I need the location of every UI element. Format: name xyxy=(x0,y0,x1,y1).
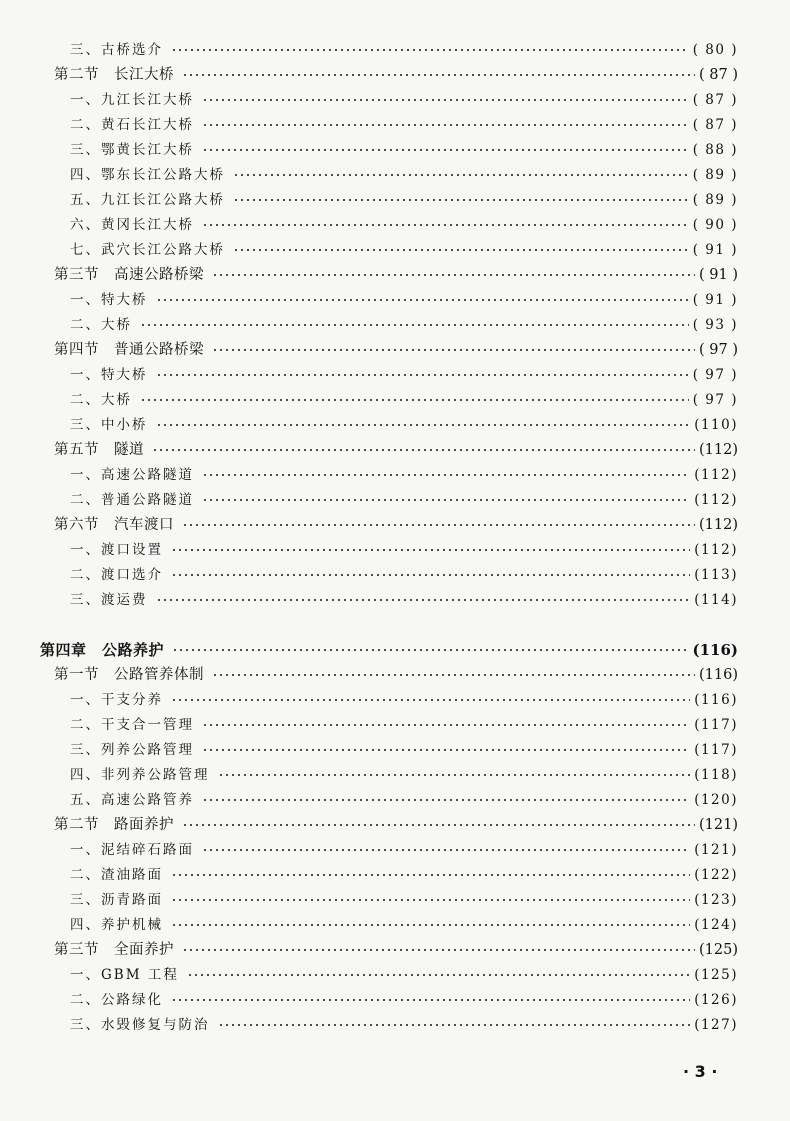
toc-entry-title: 四、鄂东长江公路大桥 xyxy=(70,167,225,183)
dot-leader xyxy=(171,699,690,701)
toc-entry-section xyxy=(54,814,738,836)
toc-entry-section xyxy=(54,514,738,536)
dot-leader xyxy=(202,799,690,801)
toc-entry-page: (118) xyxy=(694,767,738,783)
dot-leader xyxy=(233,174,689,176)
toc-entry-title: 一、干支分养 xyxy=(70,692,163,708)
toc-entry-item xyxy=(70,689,738,711)
toc-entry-item xyxy=(70,139,738,161)
dot-leader xyxy=(218,774,691,776)
toc-entry-title: 第二节 路面养护 xyxy=(54,817,174,833)
toc-entry-item xyxy=(70,914,738,936)
toc-entry-title: 第三节 高速公路桥梁 xyxy=(54,267,204,283)
toc-entry-title: 二、渡口选介 xyxy=(70,567,163,583)
toc-entry-item xyxy=(70,864,738,886)
toc-entry-page: ( 89 ) xyxy=(692,192,738,208)
dot-leader xyxy=(202,124,689,126)
toc-entry-item xyxy=(70,389,738,411)
dot-leader xyxy=(202,849,690,851)
toc-entry-page: ( 88 ) xyxy=(692,142,738,158)
toc-entry-page: (116) xyxy=(699,667,738,683)
toc-entry-page: (122) xyxy=(694,867,738,883)
toc-entry-title: 一、渡口设置 xyxy=(70,542,163,558)
toc-entry-page: ( 91 ) xyxy=(692,242,738,258)
toc-entry-item xyxy=(70,964,738,986)
toc-entry-title: 二、大桥 xyxy=(70,392,132,408)
toc-entry-page: (117) xyxy=(694,717,738,733)
dot-leader xyxy=(171,874,690,876)
toc-entry-title: 二、黄石长江大桥 xyxy=(70,117,194,133)
toc-entry-page: ( 91 ) xyxy=(692,292,738,308)
toc-entry-item xyxy=(70,789,738,811)
toc-entry-item xyxy=(70,214,738,236)
toc-entry-page: (124) xyxy=(694,917,738,933)
toc-entry-item xyxy=(70,289,738,311)
dot-leader xyxy=(171,549,690,551)
toc-entry-item xyxy=(70,189,738,211)
toc-entry-item xyxy=(70,564,738,586)
toc-entry-item xyxy=(70,1014,738,1036)
toc-entry-page: (123) xyxy=(694,892,738,908)
dot-leader xyxy=(171,899,690,901)
toc-entry-title: 六、黄冈长江大桥 xyxy=(70,217,194,233)
toc-entry-page: (127) xyxy=(694,1017,738,1033)
toc-entry-title: 一、泥结碎石路面 xyxy=(70,842,194,858)
toc-entry-item xyxy=(70,739,738,761)
toc-entry-page: ( 89 ) xyxy=(692,167,738,183)
toc-entry-section xyxy=(54,264,738,286)
toc-entry-page: (117) xyxy=(694,742,738,758)
dot-leader xyxy=(171,999,690,1001)
toc-entry-title: 第四章 公路养护 xyxy=(40,641,165,659)
dot-leader xyxy=(202,474,690,476)
toc-entry-page: ( 93 ) xyxy=(692,317,738,333)
toc-entry-item xyxy=(70,764,738,786)
toc-entry-chapter xyxy=(40,639,738,661)
toc-entry-page: (112) xyxy=(699,517,738,533)
toc-entry-title: 第一节 公路管养体制 xyxy=(54,667,204,683)
toc-entry-page: (112) xyxy=(699,442,738,458)
toc-entry-item xyxy=(70,539,738,561)
toc-entry-title: 二、公路绿化 xyxy=(70,992,163,1008)
toc-entry-title: 三、列养公路管理 xyxy=(70,742,194,758)
toc-entry-section xyxy=(54,664,738,686)
dot-leader xyxy=(202,724,690,726)
dot-leader xyxy=(156,299,689,301)
dot-leader xyxy=(212,274,695,276)
dot-leader xyxy=(140,399,689,401)
toc-entry-title: 四、养护机械 xyxy=(70,917,163,933)
toc-entry-title: 三、沥青路面 xyxy=(70,892,163,908)
dot-leader xyxy=(212,349,695,351)
toc-entry-item xyxy=(70,714,738,736)
toc-entry-item xyxy=(70,464,738,486)
toc-entry-item xyxy=(70,114,738,136)
toc-entry-item xyxy=(70,589,738,611)
toc-entry-item xyxy=(70,989,738,1011)
dot-leader xyxy=(233,199,689,201)
toc-entry-page: (114) xyxy=(694,592,738,608)
toc-entry-item xyxy=(70,489,738,511)
dot-leader xyxy=(212,674,695,676)
toc-entry-page: (113) xyxy=(694,567,738,583)
toc-entry-page: ( 87 ) xyxy=(692,92,738,108)
toc-entry-page: ( 97 ) xyxy=(692,367,738,383)
dot-leader xyxy=(202,749,690,751)
toc-entry-page: (112) xyxy=(694,467,738,483)
toc-entry-title: 三、中小桥 xyxy=(70,417,148,433)
toc-entry-title: 三、古桥选介 xyxy=(70,42,163,58)
toc-entry-page: (121) xyxy=(699,817,738,833)
toc-entry-title: 三、鄂黄长江大桥 xyxy=(70,142,194,158)
toc-entry-item xyxy=(70,414,738,436)
dot-leader xyxy=(152,449,695,451)
dot-leader xyxy=(182,74,695,76)
toc-entry-item xyxy=(70,839,738,861)
dot-leader xyxy=(182,949,695,951)
toc-entry-title: 五、九江长江公路大桥 xyxy=(70,192,225,208)
toc-entry-title: 第五节 隧道 xyxy=(54,442,144,458)
toc-entry-page: (121) xyxy=(694,842,738,858)
toc-entry-item xyxy=(70,364,738,386)
toc-entry-item xyxy=(70,164,738,186)
toc-entry-section xyxy=(54,339,738,361)
page-number: · 3 · xyxy=(683,1062,718,1081)
toc-entry-item xyxy=(70,39,738,61)
toc-entry-page: (110) xyxy=(694,417,738,433)
dot-leader xyxy=(182,824,695,826)
dot-leader xyxy=(171,49,689,51)
dot-leader xyxy=(218,1024,691,1026)
dot-leader xyxy=(156,424,691,426)
toc-entry-title: 一、九江长江大桥 xyxy=(70,92,194,108)
dot-leader xyxy=(202,99,689,101)
toc-entry-item xyxy=(70,89,738,111)
toc-entry-page: ( 97 ) xyxy=(699,342,738,358)
dot-leader xyxy=(140,324,689,326)
toc-entry-item xyxy=(70,314,738,336)
toc-entry-item xyxy=(70,889,738,911)
dot-leader xyxy=(171,574,690,576)
toc-entry-title: 四、非列养公路管理 xyxy=(70,767,210,783)
toc-entry-page: ( 87 ) xyxy=(699,67,738,83)
toc-entry-title: 七、武穴长江公路大桥 xyxy=(70,242,225,258)
toc-entry-title: 第六节 汽车渡口 xyxy=(54,517,174,533)
toc-entry-title: 二、渣油路面 xyxy=(70,867,163,883)
toc-entry-section xyxy=(54,439,738,461)
toc-entry-title: 三、渡运费 xyxy=(70,592,148,608)
toc-entry-page: (126) xyxy=(694,992,738,1008)
toc-entry-page: (112) xyxy=(694,542,738,558)
toc-entry-title: 一、特大桥 xyxy=(70,292,148,308)
toc-entry-page: ( 90 ) xyxy=(692,217,738,233)
toc-entry-title: 第二节 长江大桥 xyxy=(54,67,174,83)
toc-entry-page: (125) xyxy=(699,942,738,958)
dot-leader xyxy=(187,974,690,976)
dot-leader xyxy=(202,499,690,501)
toc-entry-title: 五、高速公路管养 xyxy=(70,792,194,808)
toc-entry-title: 二、普通公路隧道 xyxy=(70,492,194,508)
toc-entry-page: (116) xyxy=(694,692,738,708)
toc-entry-page: ( 80 ) xyxy=(692,42,738,58)
toc-entry-section xyxy=(54,64,738,86)
toc-entry-title: 二、大桥 xyxy=(70,317,132,333)
toc-entry-page: ( 91 ) xyxy=(699,267,738,283)
toc-entry-title: 一、特大桥 xyxy=(70,367,148,383)
dot-leader xyxy=(156,374,689,376)
toc-entry-page: ( 87 ) xyxy=(692,117,738,133)
dot-leader xyxy=(182,524,695,526)
toc-entry-title: 第三节 全面养护 xyxy=(54,942,174,958)
toc-entry-item xyxy=(70,239,738,261)
toc-entry-title: 三、水毁修复与防治 xyxy=(70,1017,210,1033)
toc-entry-page: (116) xyxy=(692,641,738,659)
toc-entry-title: 一、高速公路隧道 xyxy=(70,467,194,483)
toc-entry-section xyxy=(54,939,738,961)
toc-entry-title: 一、GBM 工程 xyxy=(70,967,179,983)
dot-leader xyxy=(233,249,689,251)
dot-leader xyxy=(171,924,690,926)
toc-entry-page: (112) xyxy=(694,492,738,508)
toc-entry-title: 第四节 普通公路桥梁 xyxy=(54,342,204,358)
toc-entry-title: 二、干支合一管理 xyxy=(70,717,194,733)
toc-entry-page: ( 97 ) xyxy=(692,392,738,408)
dot-leader xyxy=(202,149,689,151)
dot-leader xyxy=(172,649,688,651)
dot-leader xyxy=(156,599,691,601)
toc-entry-page: (125) xyxy=(694,967,738,983)
toc-entry-page: (120) xyxy=(694,792,738,808)
dot-leader xyxy=(202,224,689,226)
